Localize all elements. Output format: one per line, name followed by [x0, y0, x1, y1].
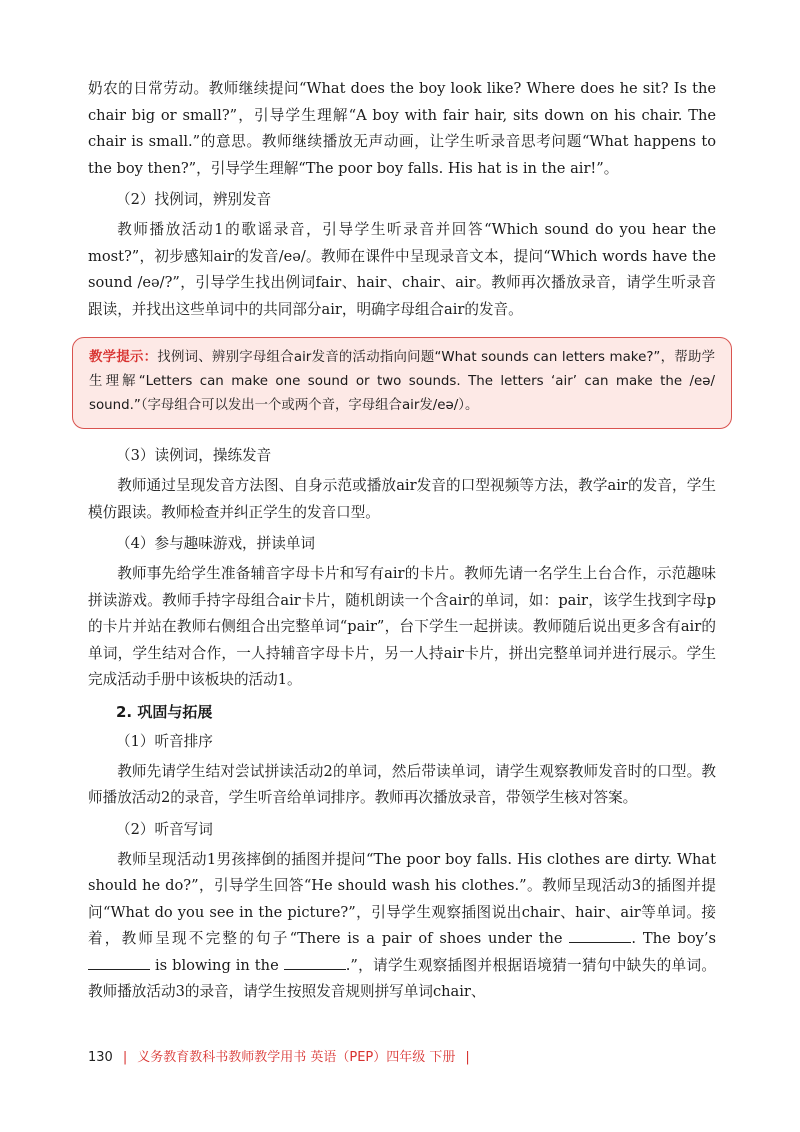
paragraph-3: 教师通过呈现发音方法图、自身示范或播放air发音的口型视频等方法，教学air的发音，学生模仿跟读。教师检查并纠正学生的发音口型。	[88, 477, 716, 521]
blank-3	[284, 957, 346, 970]
subheading-3: （3）读例词，操练发音	[116, 447, 272, 464]
blank-2	[88, 957, 150, 970]
page-number: 130	[88, 1050, 113, 1065]
paragraph-6-part-a: 教师呈现活动1男孩摔倒的插图并提问“The poor boy falls. His clothes are dirty. What should he do?”，引导学生回答“He should wash his clothes.”。教师呈现活动3的插图并提问“What do you see in the picture?”，引导学生观察插图说出chair、hair、air等单词。接着，教师呈现不完整的句子“There is a pair of shoes under the	[88, 850, 716, 947]
page-footer	[88, 1046, 480, 1065]
footer-separator: |	[122, 1050, 128, 1065]
subheading-5: （1）听音排序	[116, 732, 213, 750]
subheading-4: （4）参与趣味游戏，拼读单词	[116, 535, 316, 552]
page-content	[88, 76, 716, 1011]
tip-label: 教学提示：	[89, 350, 158, 365]
paragraph-6-part-d: .”，请学生观察插图并根据语境猜一猜句中缺失的单词。教师播放活动3的录音，请学生按照发音规则拼写单词chair、	[88, 956, 717, 1000]
subheading-2: （2）找例词，辨别发音	[116, 191, 272, 208]
blank-1	[569, 930, 631, 943]
paragraph-5: 教师先请学生结对尝试拼读活动2的单词，然后带读单词，请学生观察教师发音时的口型。教师播放活动2的录音，学生听音给单词排序。教师再次播放录音，带领学生核对答案。	[88, 762, 716, 806]
teaching-tip-box	[72, 337, 732, 429]
tip-text: 找例词、辨别字母组合air发音的活动指向问题“What sounds can letters make?”，帮助学生理解“Letters can make one sound or two sounds. The letters ‘air’ can make the /eə/ sound.”（字母组合可以发出一个或两个音，字母组合air发/eə/）。	[89, 350, 715, 413]
subheading-6: （2）听音写词	[116, 820, 213, 838]
book-title: 义务教育教科书教师教学用书 英语（PEP）四年级 下册	[137, 1050, 456, 1065]
paragraph-1: 奶农的日常劳动。教师继续提问“What does the boy look like? Where does he sit? Is the chair big or small?”，引导学生理解“A boy with fair hair, sits down on his chair. The chair is small.”的意思。教师继续播放无声动画，让学生听录音思考问题“What happens to the boy then?”，引导学生理解“The poor boy falls. His hat is in the air!”。	[88, 80, 716, 177]
section-heading: 2. 巩固与拓展	[116, 702, 213, 721]
paragraph-6-part-c: is blowing in the	[150, 956, 284, 974]
paragraph-6	[88, 847, 716, 1006]
footer-separator-end: |	[465, 1050, 470, 1065]
paragraph-4: 教师事先给学生准备辅音字母卡片和写有air的卡片。教师先请一名学生上台合作，示范趣味拼读游戏。教师手持字母组合air卡片，随机朗读一个含air的单词，如：pair，该学生找到字母p的卡片并站在教师右侧组合出完整单词“pair”，台下学生一起拼读。教师随后说出更多含有air的单词，学生结对合作，一人持辅音字母卡片，另一人持air卡片，拼出完整单词并进行展示。学生完成活动手册中该板块的活动1。	[88, 565, 716, 688]
paragraph-2: 教师播放活动1的歌谣录音，引导学生听录音并回答“Which sound do you hear the most?”，初步感知air的发音/eə/。教师在课件中呈现录音文本，提问“Which words have the sound /eə/?”，引导学生找出例词fair、hair、chair、air。教师再次播放录音，请学生听录音跟读，并找出这些单词中的共同部分air，明确字母组合air的发音。	[88, 221, 716, 318]
paragraph-6-part-b: . The boy’s	[631, 930, 717, 947]
